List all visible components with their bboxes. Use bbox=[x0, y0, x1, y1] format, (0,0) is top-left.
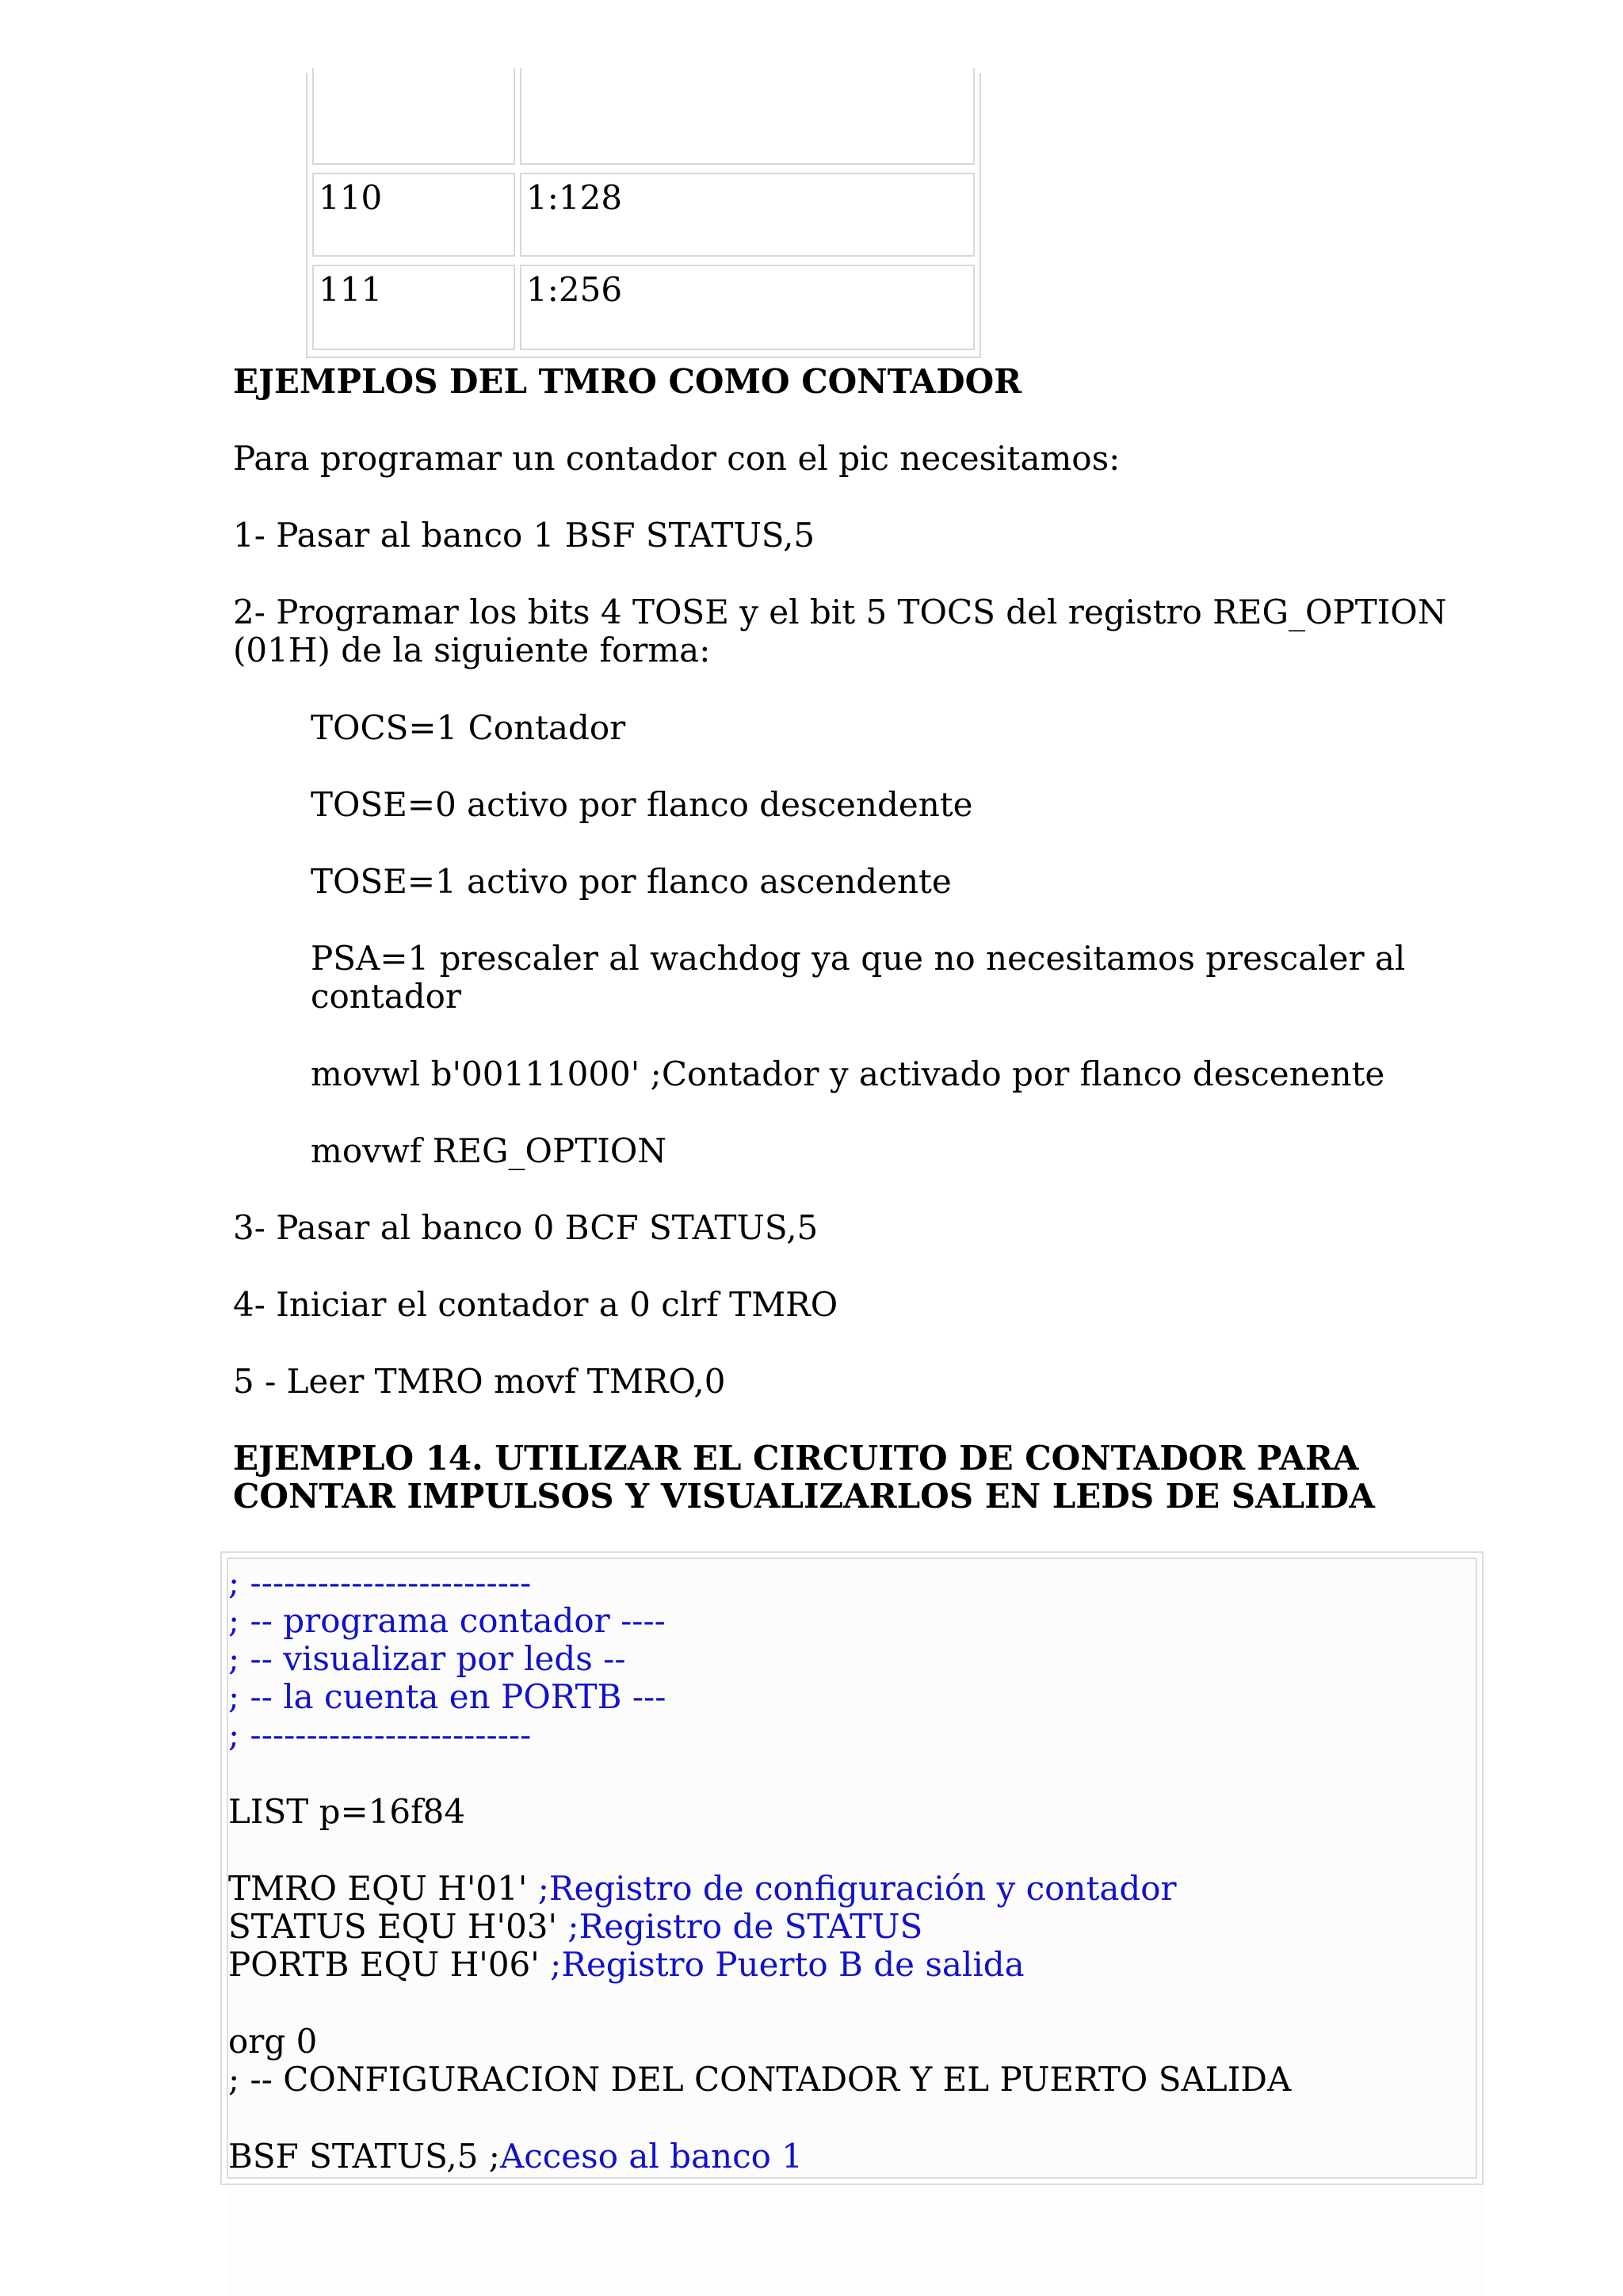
example-heading: EJEMPLO 14. UTILIZAR EL CIRCUITO DE CONTADOR PARA CONTAR IMPULSOS Y VISUALIZARLOS EN LEDS DE SALIDA bbox=[233, 1439, 1375, 1516]
table-cell: 110 bbox=[312, 173, 515, 257]
code-text: STATUS EQU H'03' bbox=[228, 1907, 568, 1946]
code-line bbox=[228, 1908, 1465, 1946]
step-3: 3- Pasar al banco 0 BCF STATUS,5 bbox=[233, 1208, 819, 1247]
step-4: 4- Iniciar el contador a 0 clrf TMRO bbox=[233, 1285, 838, 1324]
intro-paragraph: Para programar un contador con el pic necesitamos: bbox=[233, 439, 1121, 478]
step-1: 1- Pasar al banco 1 BSF STATUS,5 bbox=[233, 516, 815, 555]
code-comment-line: ; -- programa contador ---- bbox=[228, 1601, 666, 1640]
page-footer-area bbox=[228, 2188, 1484, 2296]
substep: TOSE=0 activo por flanco descendente bbox=[311, 785, 973, 824]
section-heading: EJEMPLOS DEL TMRO COMO CONTADOR bbox=[233, 362, 1022, 401]
code-comment-line: ; -- visualizar por leds -- bbox=[228, 1639, 626, 1678]
substep: TOSE=1 activo por flanco ascendente bbox=[311, 862, 952, 901]
table-cell bbox=[312, 68, 515, 165]
code-comment: Acceso al banco 1 bbox=[499, 2137, 804, 2176]
code-text: BSF STATUS,5 ; bbox=[228, 2137, 500, 2176]
code-text: PORTB EQU H'06' bbox=[228, 1945, 551, 1984]
step-5: 5 - Leer TMRO movf TMRO,0 bbox=[233, 1362, 726, 1401]
substep: TOCS=1 Contador bbox=[311, 708, 626, 747]
code-comment: ;Registro Puerto B de salida bbox=[550, 1945, 1025, 1984]
code-line: org 0 bbox=[228, 2022, 318, 2061]
substep: movwl b'00111000' ;Contador y activado por flanco descenente bbox=[311, 1055, 1385, 1093]
table-cell: 1:256 bbox=[520, 265, 975, 350]
step-2: 2- Programar los bits 4 TOSE y el bit 5 TOCS del registro REG_OPTION (01H) de la siguiente forma: bbox=[233, 593, 1447, 669]
code-text: TMRO EQU H'01' bbox=[228, 1869, 538, 1908]
substep: PSA=1 prescaler al wachdog ya que no necesitamos prescaler al contador bbox=[311, 939, 1406, 1016]
code-comment-line: ; -- la cuenta en PORTB --- bbox=[228, 1677, 666, 1716]
substep: movwf REG_OPTION bbox=[311, 1131, 666, 1170]
table-cell: 1:128 bbox=[520, 173, 975, 257]
code-line bbox=[228, 1870, 1465, 1908]
code-comment-line: ; ------------------------- bbox=[228, 1563, 532, 1602]
code-line: LIST p=16f84 bbox=[228, 1792, 466, 1831]
code-line bbox=[228, 1946, 1465, 1984]
code-line bbox=[228, 2138, 1465, 2176]
code-comment-line: ; ------------------------- bbox=[228, 1715, 532, 1754]
prescaler-table bbox=[306, 73, 981, 358]
code-line: ; -- CONFIGURACION DEL CONTADOR Y EL PUERTO SALIDA bbox=[228, 2060, 1292, 2099]
code-comment: ;Registro de STATUS bbox=[567, 1907, 923, 1946]
table-cell: 111 bbox=[312, 265, 515, 350]
table-cell bbox=[520, 68, 975, 165]
code-comment: ;Registro de configuración y contador bbox=[537, 1869, 1177, 1908]
